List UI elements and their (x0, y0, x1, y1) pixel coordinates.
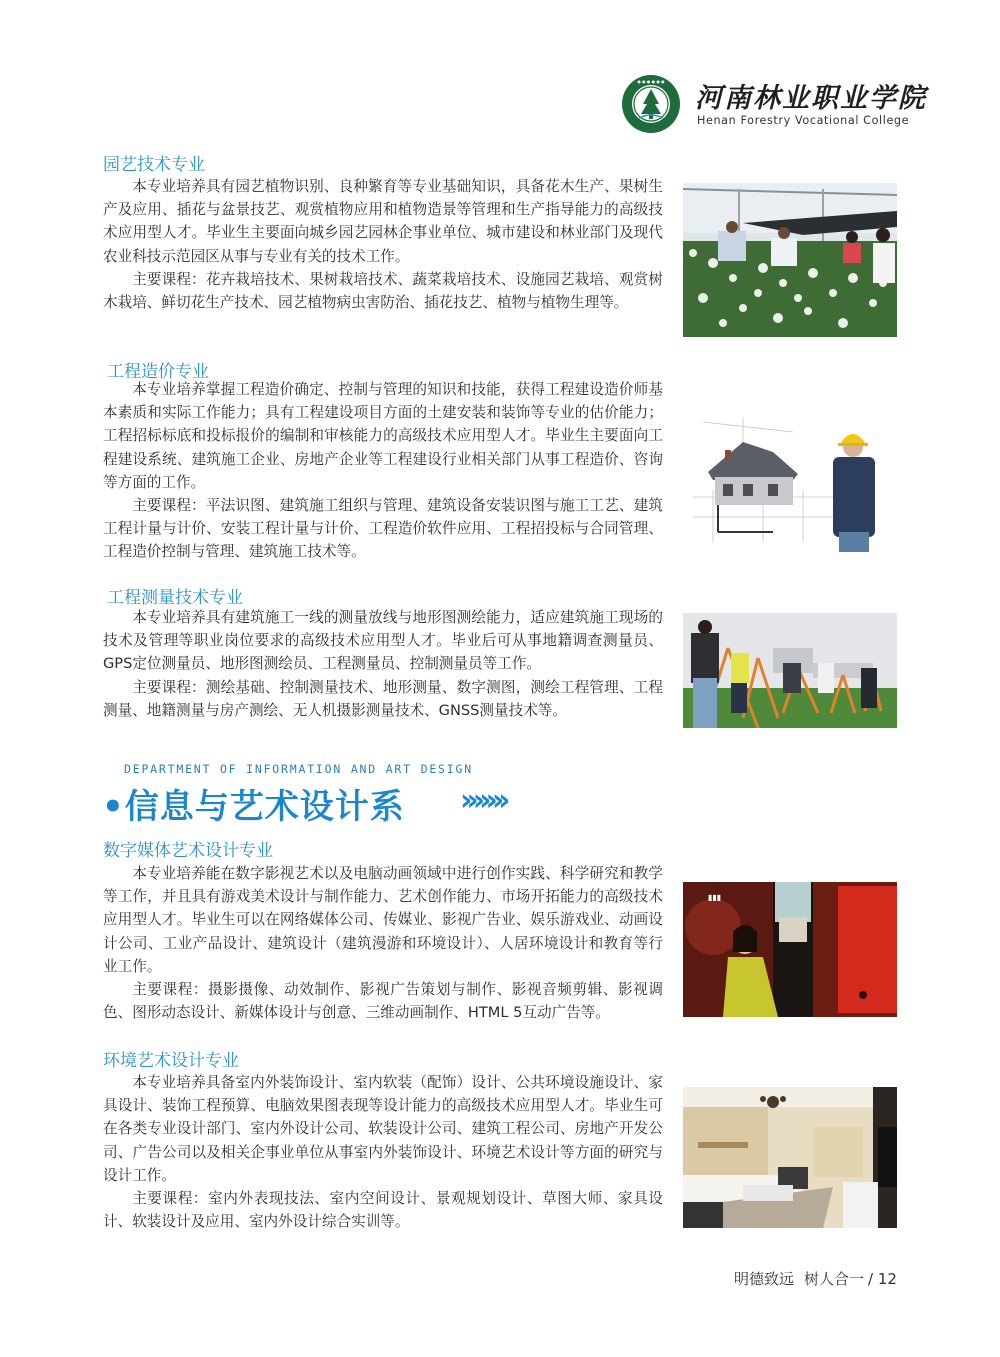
section-description: 本专业培养掌握工程造价确定、控制与管理的知识和技能，获得工程建设造价师基本素质和实际工作能力；具有工程建设项目方面的土建安装和装饰等专业的估价能力；工程招标标底和投标报价的编制和审核能力的高级技术应用型人才。毕业生主要面向工程建设系统、建筑施工企业、房地产企业等工程建设行业相关部门从事工程造价、咨询等方面的工作。 (103, 381, 663, 491)
chinese-style-poster-design-photo (683, 882, 897, 1017)
section-courses: 主要课程：花卉栽培技术、果树栽培技术、蔬菜栽培技术、设施园艺栽培、观赏树木栽培、鲜切花生产技术、园艺植物病虫害防治、插花技艺、植物与植物生理等。 (103, 270, 663, 312)
section-courses: 主要课程：室内外表现技法、室内空间设计、景观规划设计、草图大师、家具设计、软装设计及应用、室内外设计综合实训等。 (103, 1190, 663, 1231)
section-description: 本专业培养具有园艺植物识别、良种繁育等专业基础知识，具备花木生产、果树生产及应用、插花与盆景技艺、观赏植物应用和植物造景等管理和生产指导能力的高级技术应用型人才。毕业生主要面向城乡园艺园林企事业单位、城市建设和林业部门及现代农业科技示范园区从事与专业有关的技术工作。 (103, 178, 663, 265)
section-body-environmental-art (103, 1071, 663, 1233)
section-description: 本专业培养能在数字影视艺术以及电脑动画领域中进行创作实践、科学研究和教学等工作，并且具有游戏美术设计与制作能力、艺术创作能力、市场开拓能力的高级技术应用型人才。毕业生可以在网络媒体公司、传媒业、影视广告业、娱乐游戏业、动画设计公司、工业产品设计、建筑设计（建筑漫游和环境设计）、人居环境设计和教育等行业工作。 (103, 865, 663, 975)
section-courses: 主要课程：摄影摄像、动效制作、影视广告策划与制作、影视音频剪辑、影视调色、图形动态设计、新媒体设计与创意、三维动画制作、HTML 5互动广告等。 (103, 981, 663, 1022)
section-body-surveying (103, 606, 663, 722)
footer-motto-1: 明德致远 (734, 1270, 795, 1288)
section-courses: 主要课程：平法识图、建筑施工组织与管理、建筑设备安装识图与施工工艺、建筑工程计量与计价、安装工程计量与计价、工程造价软件应用、工程招投标与合同管理、工程造价控制与管理、建筑施工技术等。 (103, 497, 663, 561)
college-logo-icon (621, 74, 681, 134)
chevron-arrows-icon: ››››››› (460, 783, 505, 818)
department-bullet: • (102, 787, 125, 827)
section-body-cost-engineering (103, 378, 663, 564)
section-body-horticulture (103, 175, 663, 314)
department-name-cn: 信息与艺术设计系 (124, 787, 405, 827)
section-title-cost-engineering: 工程造价专业 (107, 362, 209, 382)
page-footer (734, 1268, 897, 1289)
section-courses: 主要课程：测绘基础、控制测量技术、地形测量、数字测图，测绘工程管理、工程测量、地籍测量与房产测绘、无人机摄影测量技术、GNSS测量技术等。 (103, 678, 663, 719)
department-title (102, 779, 405, 828)
svg-text:● ● ● ● ● ●: ● ● ● ● ● ● (637, 79, 665, 84)
svg-text:▮▮▮: ▮▮▮ (708, 893, 722, 902)
school-name-cn: 河南林业职业学院 (695, 83, 927, 114)
section-description: 本专业培养具有建筑施工一线的测量放线与地形图测绘能力，适应建筑施工现场的技术及管理等职业岗位要求的高级技术应用型人才。毕业后可从事地籍调查测量员、GPS定位测量员、地形图测绘员、工程测量员、控制测量员等工作。 (103, 609, 663, 673)
living-room-interior-render-photo (683, 1087, 897, 1228)
section-title-digital-media: 数字媒体艺术设计专业 (103, 841, 273, 861)
section-description: 本专业培养具备室内外装饰设计、室内软装（配饰）设计、公共环境设施设计、家具设计、装饰工程预算、电脑效果图表现等设计能力的高级技术应用型人才。毕业生可在各类专业设计部门、室内外设计公司、软装设计公司、建筑工程公司、房地产开发公司、广告公司以及相关企事业单位从事室内外装饰设计、环境艺术设计等方面的研究与设计工作。 (103, 1074, 663, 1184)
page-number: / 12 (868, 1270, 897, 1288)
section-title-environmental-art: 环境艺术设计专业 (103, 1051, 239, 1071)
greenhouse-flower-field-photo (683, 183, 897, 337)
department-name-en: DEPARTMENT OF INFORMATION AND ART DESIGN (124, 762, 473, 776)
engineer-house-blueprint-photo (683, 402, 897, 552)
section-body-digital-media (103, 862, 663, 1024)
footer-motto-2: 树人合一 (804, 1270, 865, 1288)
section-title-surveying: 工程测量技术专业 (107, 588, 243, 608)
surveying-students-field-photo (683, 613, 897, 728)
school-name-en: Henan Forestry Vocational College (697, 114, 910, 127)
section-title-horticulture: 园艺技术专业 (103, 155, 205, 175)
